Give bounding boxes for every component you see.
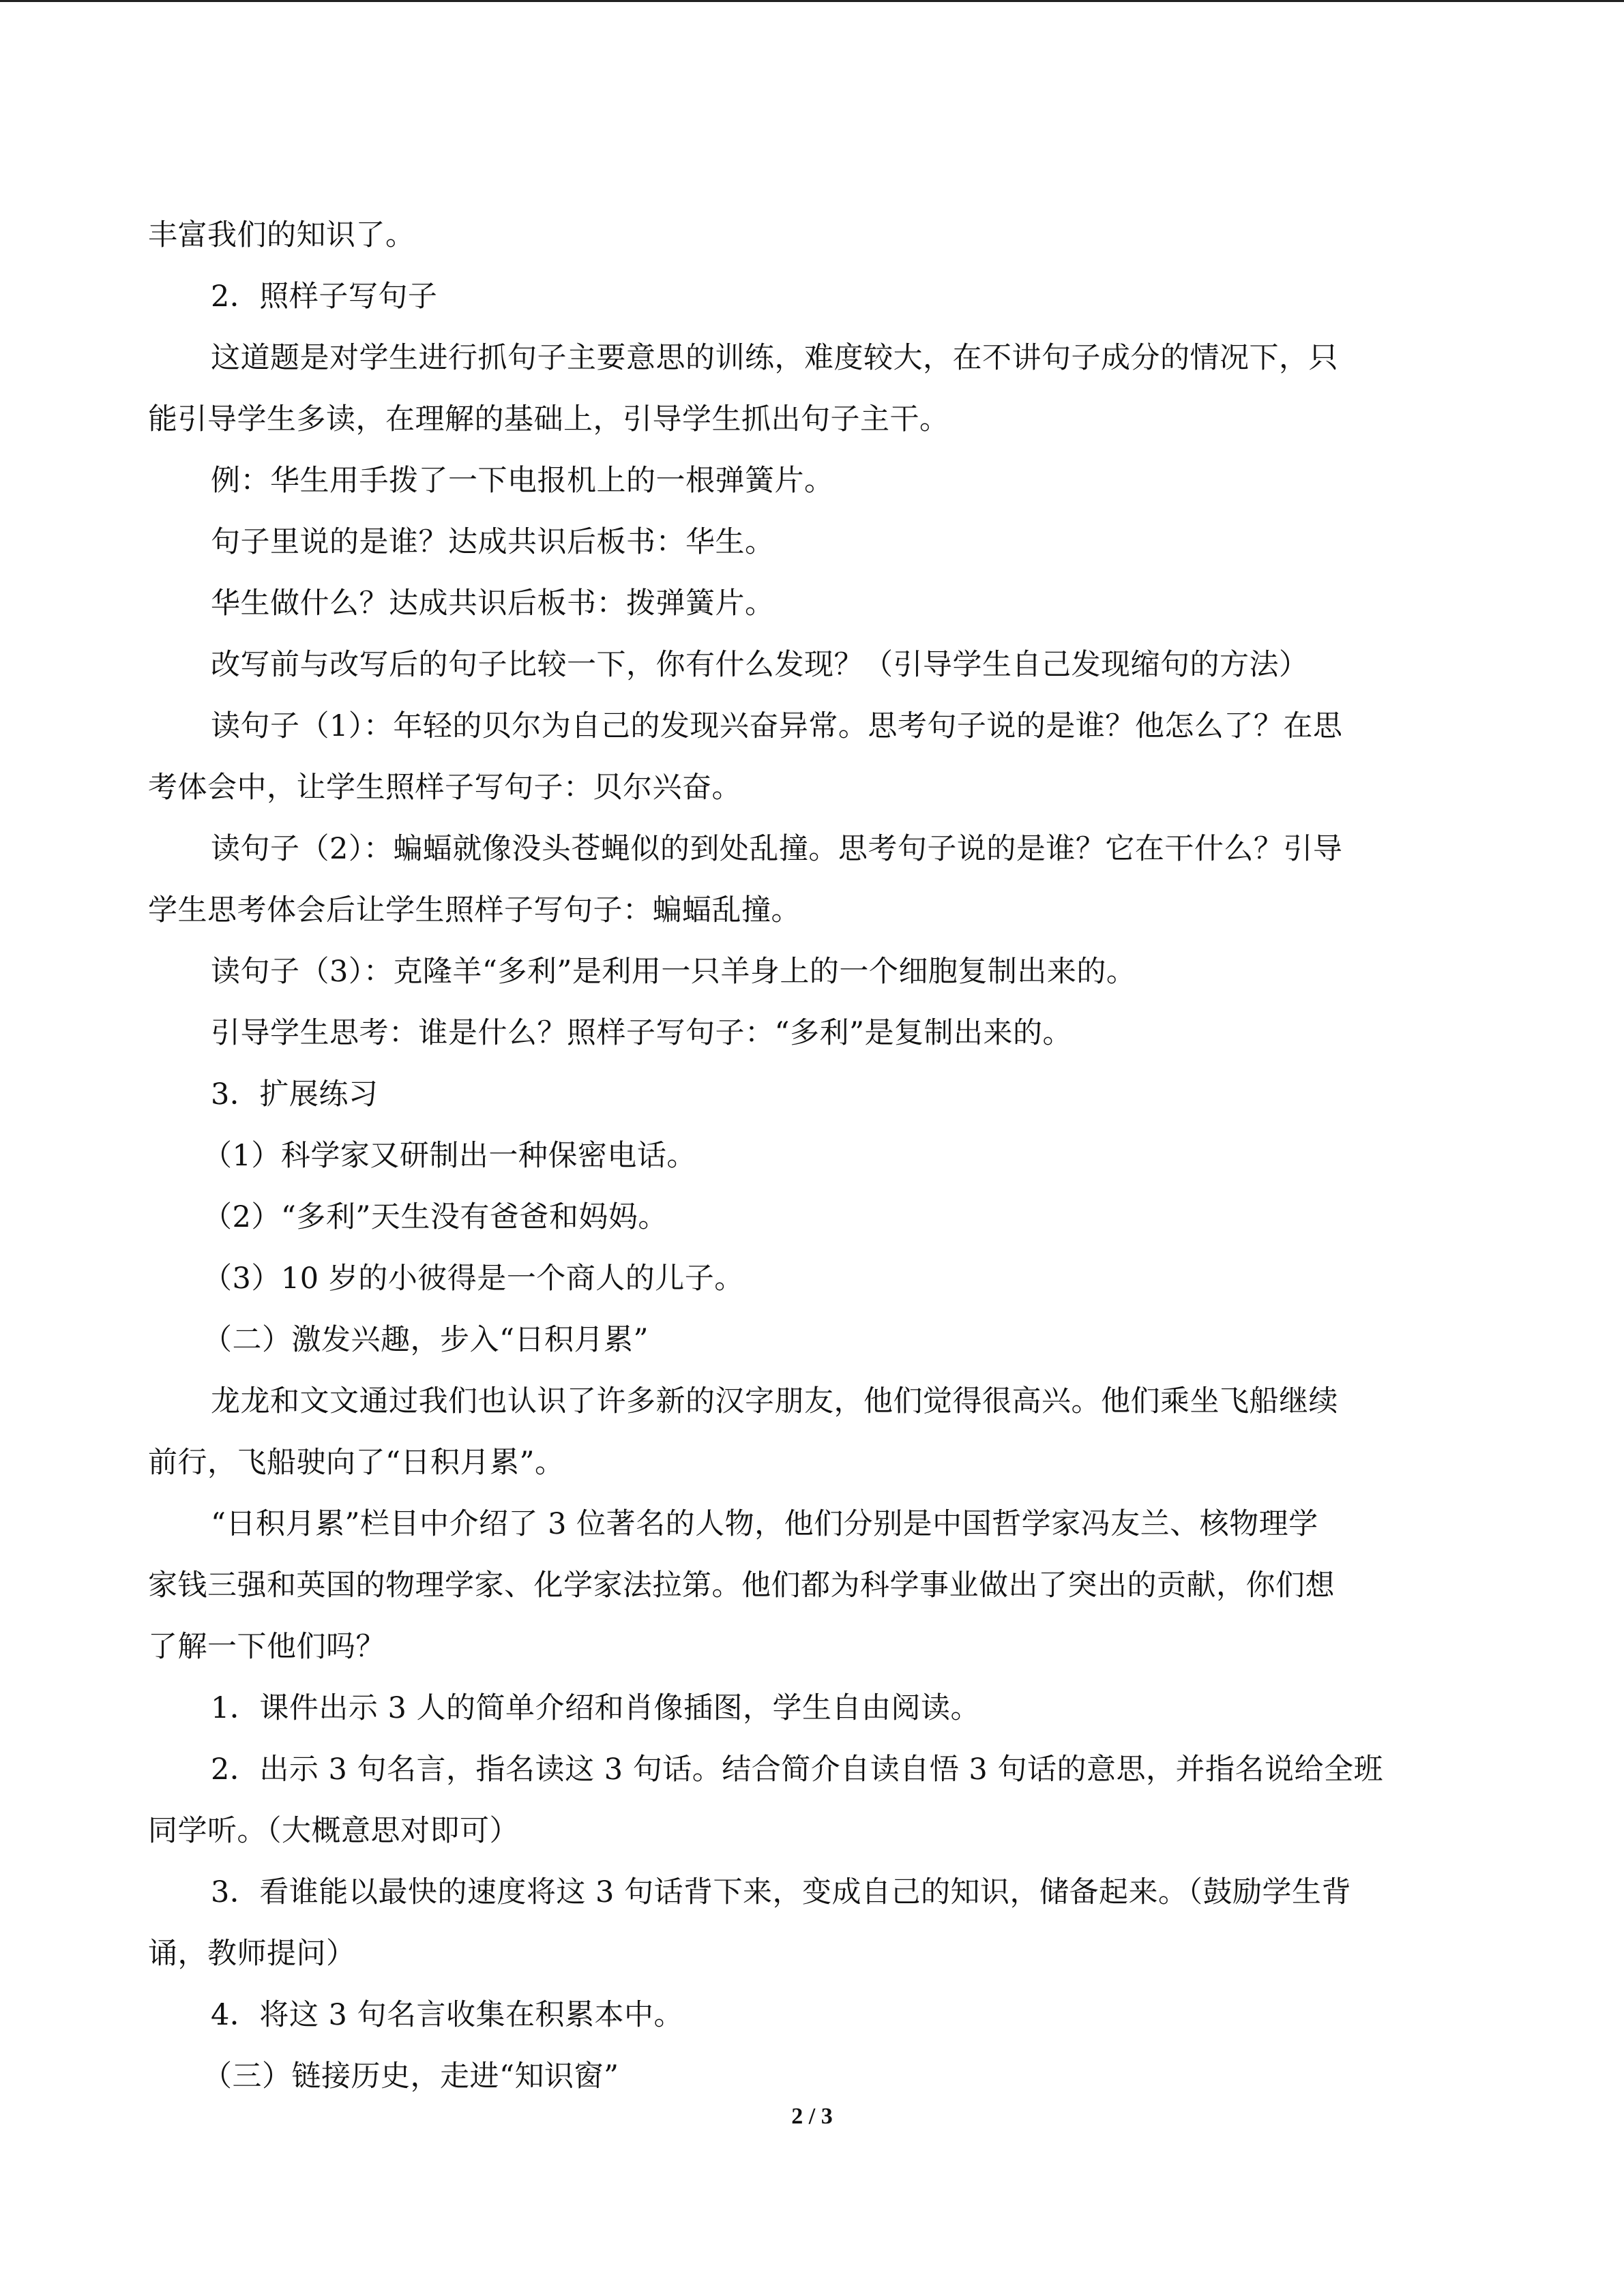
text-line-10: 考体会中，让学生照样子写句子：贝尔兴奋。 [148,771,741,805]
text-line-16: （1）科学家又研制出一种保密电话。 [203,1139,696,1173]
text-line-27: 同学听。（大概意思对即可） [148,1814,519,1848]
text-line-20: 龙龙和文文通过我们也认识了许多新的汉字朋友，他们觉得很高兴。他们乘坐飞船继续 [211,1384,1338,1418]
text-line-18: （3）10 岁的小彼得是一个商人的儿子。 [203,1262,744,1296]
text-line-29: 诵，教师提问） [148,1937,356,1971]
text-line-30: 4．将这 3 句名言收集在积累本中。 [211,1998,684,2032]
text-line-15: 3．扩展练习 [211,1077,379,1112]
text-line-25: 1．课件出示 3 人的简单介绍和肖像插图，学生自由阅读。 [211,1691,981,1725]
text-line-3: 这道题是对学生进行抓句子主要意思的训练，难度较大，在不讲句子成分的情况下，只 [211,341,1338,375]
text-line-4: 能引导学生多读，在理解的基础上，引导学生抓出句子主干。 [148,402,949,436]
text-line-17: （2）“多利”天生没有爸爸和妈妈。 [203,1200,668,1234]
text-line-12: 学生思考体会后让学生照样子写句子：蝙蝠乱撞。 [148,893,801,927]
text-line-24: 了解一下他们吗？ [148,1630,385,1664]
text-line-13: 读句子（3）：克隆羊“多利”是利用一只羊身上的一个细胞复制出来的。 [211,955,1136,989]
page-number: 2 / 3 [791,2104,833,2129]
text-line-31: （三）链接历史，走进“知识窗” [203,2059,619,2093]
text-line-21: 前行，飞船驶向了“日积月累”。 [148,1446,565,1480]
text-line-6: 句子里说的是谁？达成共识后板书：华生。 [211,525,775,559]
text-line-22: “日积月累”栏目中介绍了 3 位著名的人物，他们分别是中国哲学家冯友兰、核物理学 [211,1507,1318,1541]
text-line-28: 3．看谁能以最快的速度将这 3 句话背下来，变成自己的知识，储备起来。（鼓励学生背 [211,1875,1352,1909]
text-line-26: 2．出示 3 句名言，指名读这 3 句话。结合简介自读自悟 3 句话的意思，并指名说给全班 [211,1753,1383,1787]
text-line-2: 2．照样子写句子 [211,280,438,314]
text-line-19: （二）激发兴趣，步入“日积月累” [203,1323,649,1357]
text-line-23: 家钱三强和英国的物理学家、化学家法拉第。他们都为科学事业做出了突出的贡献，你们想 [148,1568,1335,1602]
text-line-1: 丰富我们的知识了。 [148,218,415,252]
text-line-7: 华生做什么？达成共识后板书：拨弹簧片。 [211,586,775,621]
text-line-9: 读句子（1）：年轻的贝尔为自己的发现兴奋异常。思考句子说的是谁？他怎么了？在思 [211,709,1343,743]
text-line-8: 改写前与改写后的句子比较一下，你有什么发现？（引导学生自己发现缩句的方法） [211,648,1309,682]
page-top-border [0,0,1624,2]
text-line-5: 例：华生用手拨了一下电报机上的一根弹簧片。 [211,464,834,498]
text-line-14: 引导学生思考：谁是什么？照样子写句子：“多利”是复制出来的。 [211,1016,1072,1050]
text-line-11: 读句子（2）：蝙蝠就像没头苍蝇似的到处乱撞。思考句子说的是谁？它在干什么？引导 [211,832,1343,866]
document-body [148,205,1478,2107]
